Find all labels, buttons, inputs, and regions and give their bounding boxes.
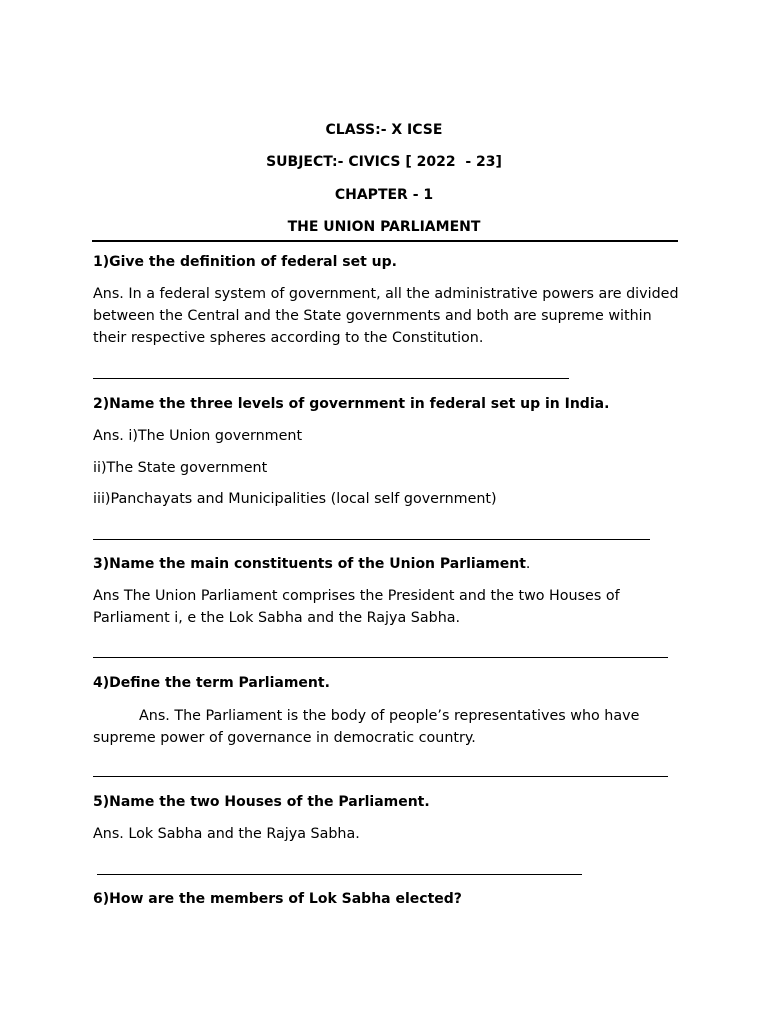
- separator-line: [93, 378, 569, 379]
- question-6: 6)How are the members of Lok Sabha elected?: [93, 891, 462, 907]
- question-2: 2)Name the three levels of government in federal set up in India.: [93, 396, 610, 412]
- question-3: [93, 555, 530, 573]
- question-3-period: .: [525, 556, 531, 572]
- answer-2-line-3: iii)Panchayats and Municipalities (local self government): [93, 491, 497, 507]
- title-underline: [92, 240, 678, 242]
- answer-2-line-2: ii)The State government: [93, 460, 268, 476]
- subject-heading: SUBJECT:- CIVICS [ 2022 - 23]: [266, 154, 502, 170]
- separator-line: [97, 874, 582, 875]
- question-4: 4)Define the term Parliament.: [93, 675, 330, 691]
- answer-5: Ans. Lok Sabha and the Rajya Sabha.: [93, 826, 360, 842]
- separator-line: [93, 776, 668, 777]
- question-1: 1)Give the definition of federal set up.: [93, 254, 397, 270]
- question-5: 5)Name the two Houses of the Parliament.: [93, 794, 430, 810]
- answer-1: Ans. In a federal system of government, all the administrative powers are divided between the Central and the State governments and both are supreme within their respective spheres according to the Constitution.: [93, 286, 679, 346]
- chapter-title: THE UNION PARLIAMENT: [287, 219, 481, 235]
- answer-2-line-1: Ans. i)The Union government: [93, 428, 303, 444]
- answer-4: Ans. The Parliament is the body of people’s representatives who have supreme power of governance in democratic country.: [93, 708, 640, 746]
- separator-line: [93, 539, 650, 540]
- separator-line: [93, 657, 668, 658]
- question-3-text: 3)Name the main constituents of the Union Parliament: [93, 556, 526, 572]
- chapter-heading: CHAPTER - 1: [334, 187, 434, 203]
- answer-3: Ans The Union Parliament comprises the President and the two Houses of Parliament i, e the Lok Sabha and the Rajya Sabha.: [93, 588, 620, 626]
- class-heading: CLASS:- X ICSE: [325, 122, 443, 138]
